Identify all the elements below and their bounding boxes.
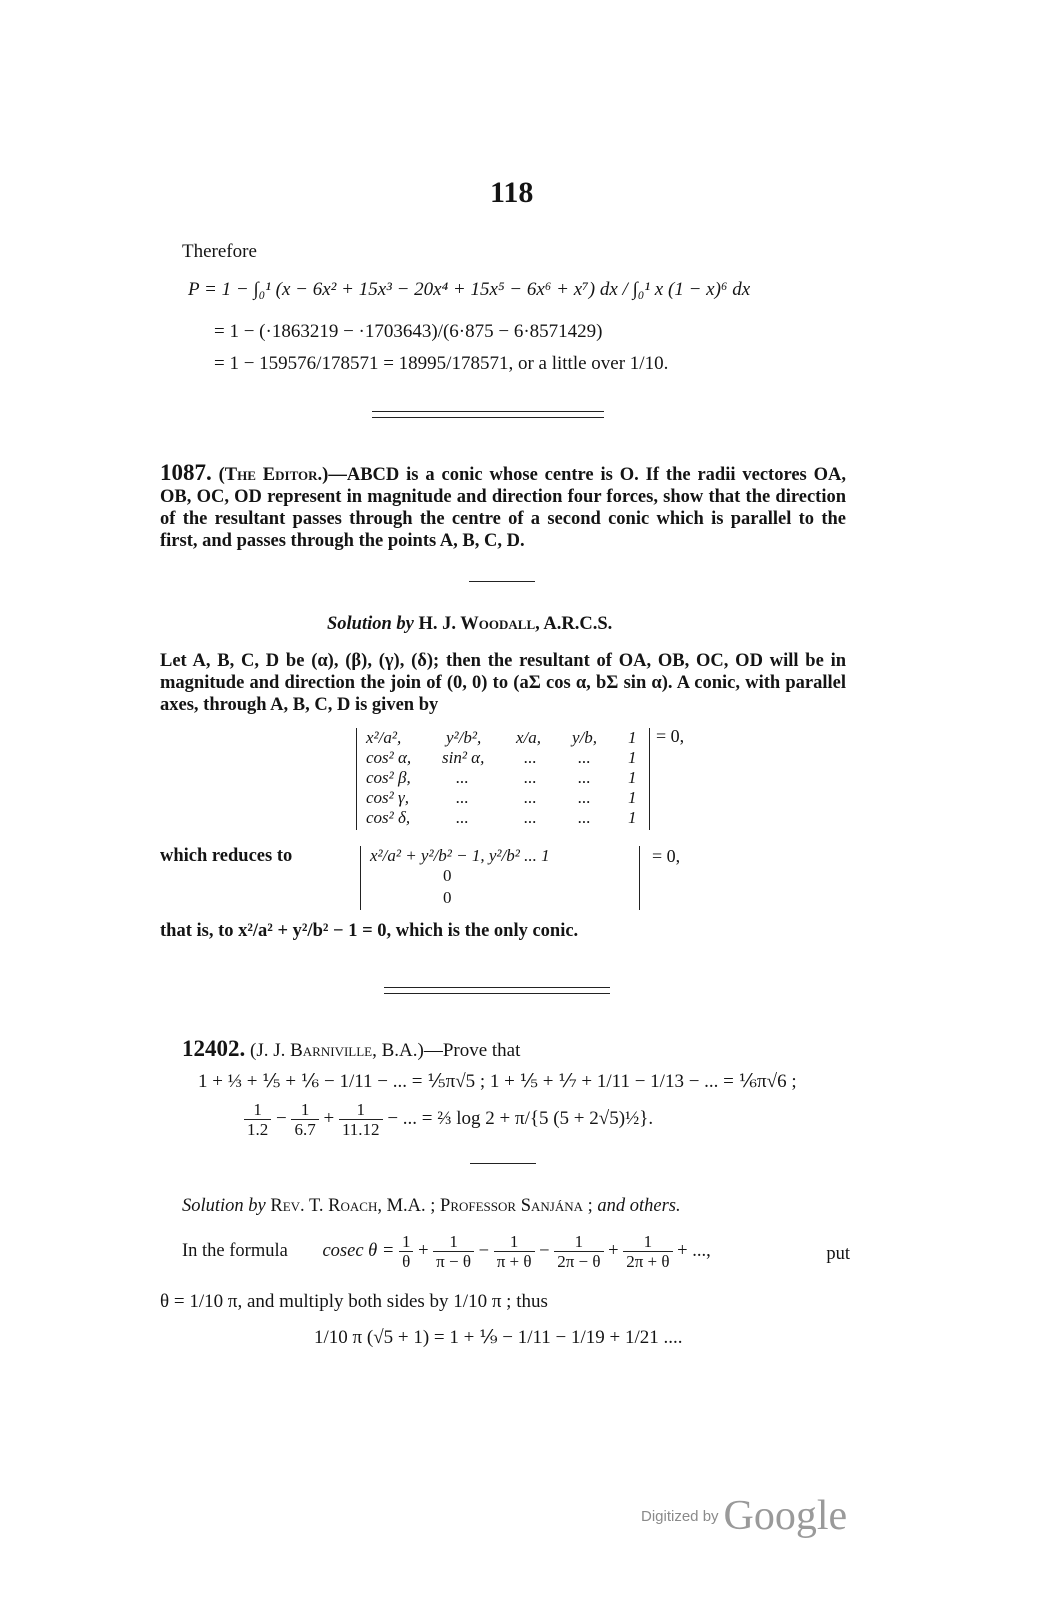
final-equation: 1/10 π (√5 + 1) = 1 + ⅑ − 1/11 − 1/19 + 1/21 .... [314, 1327, 683, 1348]
separator-rule [384, 993, 610, 994]
separator-rule [384, 987, 610, 988]
separator-rule [372, 417, 604, 418]
solution-paragraph: Let A, B, C, D be (α), (β), (γ), (δ); then the resultant of OA, OB, OC, OD will be in magnitude and direction the join of (0, 0) to (aΣ cos α, bΣ sin α). A conic, with parallel axes, through A, B, C, D is given by [160, 651, 846, 715]
prove-that-label: —Prove that [423, 1040, 521, 1061]
det1-equals: = 0, [656, 726, 685, 746]
question-1087 [160, 462, 846, 552]
det2-row: 0 [443, 866, 452, 885]
and-others-label: and others. [597, 1196, 681, 1216]
formula-line: In the formula cosec θ = $\frac{1}{\theta}$ + $\frac{1}{\pi - \theta}$ − $\frac{1}{\pi + \theta}$ − $\frac{1}{2\pi - \theta}$ + $\frac{1}{2\pi + \theta}$ + ..., put [182, 1232, 850, 1271]
fraction: $\frac{1}{11.12}$ [339, 1100, 383, 1139]
det2-row: x²/a² + y²/b² − 1, y²/b² ... 1 [370, 846, 550, 865]
theta-line: θ = 1/10 π, and multiply both sides by 1/10 π ; thus [160, 1291, 548, 1312]
series-2: $\frac{1}{1.2}$ − $\frac{1}{6.7}$ + $\frac{1}{11.12}$ − ... = ⅔ log 2 + π/{5 (5 + 2√5)½}. [244, 1100, 653, 1139]
det2-row: 0 [443, 888, 452, 907]
digitized-by-google-watermark: Digitized by Google [641, 1493, 848, 1539]
therefore-label: Therefore [182, 241, 257, 262]
question-author: (The Editor.) [218, 465, 329, 485]
question-number: 12402. [182, 1036, 246, 1061]
fraction: $\frac{1}{\theta}$ [399, 1232, 414, 1271]
solution-heading-1087 [327, 614, 612, 635]
conclusion-line: that is, to x²/a² + y²/b² − 1 = 0, which is the only conic. [160, 921, 579, 941]
page-number: 118 [490, 176, 534, 209]
solution-by-label: Solution by [327, 614, 414, 634]
equation-step-3: = 1 − 159576/178571 = 18995/178571, or a little over 1/10. [214, 353, 669, 374]
fraction: $\frac{1}{2\pi - \theta}$ [554, 1232, 603, 1271]
solver-names: Rev. T. Roach, M.A. ; Professor Sanjána ; [270, 1196, 593, 1216]
equation-step-2: = 1 − (·1863219 − ·1703643)/(6·875 − 6·8571429) [214, 321, 603, 342]
fraction: $\frac{1}{2\pi + \theta}$ [623, 1232, 672, 1271]
series-1: 1 + ⅓ + ⅕ + ⅙ − 1/11 − ... = ⅕π√5 ; 1 + ⅕ + ⅐ + 1/11 − 1/13 − ... = ⅙π√6 ; [198, 1071, 797, 1092]
separator-rule [372, 411, 604, 412]
reduces-label: which reduces to [160, 846, 293, 866]
question-number: 1087. [160, 460, 212, 485]
question-author: (J. J. Barniville, B.A.) [250, 1040, 424, 1061]
short-rule [470, 1163, 536, 1164]
solver-name: H. J. Woodall, A.R.C.S. [418, 614, 613, 634]
fraction: $\frac{1}{\pi - \theta}$ [433, 1232, 474, 1271]
solution-by-label: Solution by [182, 1196, 266, 1216]
question-statement: —ABCD is a conic whose centre is O. If the radii vectores OA, OB, OC, OD represent in magnitude and direction four forces, show that the direction of the resultant passes through the centre of a second conic which is parallel to the first, and passes through the points A, B, C, D. [160, 465, 847, 551]
solution-heading-12402 [182, 1196, 681, 1217]
question-12402-heading [182, 1036, 520, 1062]
fraction: $\frac{1}{1.2}$ [244, 1100, 271, 1139]
short-rule [469, 581, 535, 582]
equation-p: P = 1 − ∫₀¹ (x − 6x² + 15x³ − 20x⁴ + 15x⁵ − 6x⁶ + x⁷) dx / ∫₀¹ x (1 − x)⁶ dx [188, 279, 751, 300]
fraction: $\frac{1}{6.7}$ [291, 1100, 318, 1139]
fraction: $\frac{1}{\pi + \theta}$ [494, 1232, 535, 1271]
det2-equals: = 0, [652, 846, 681, 866]
